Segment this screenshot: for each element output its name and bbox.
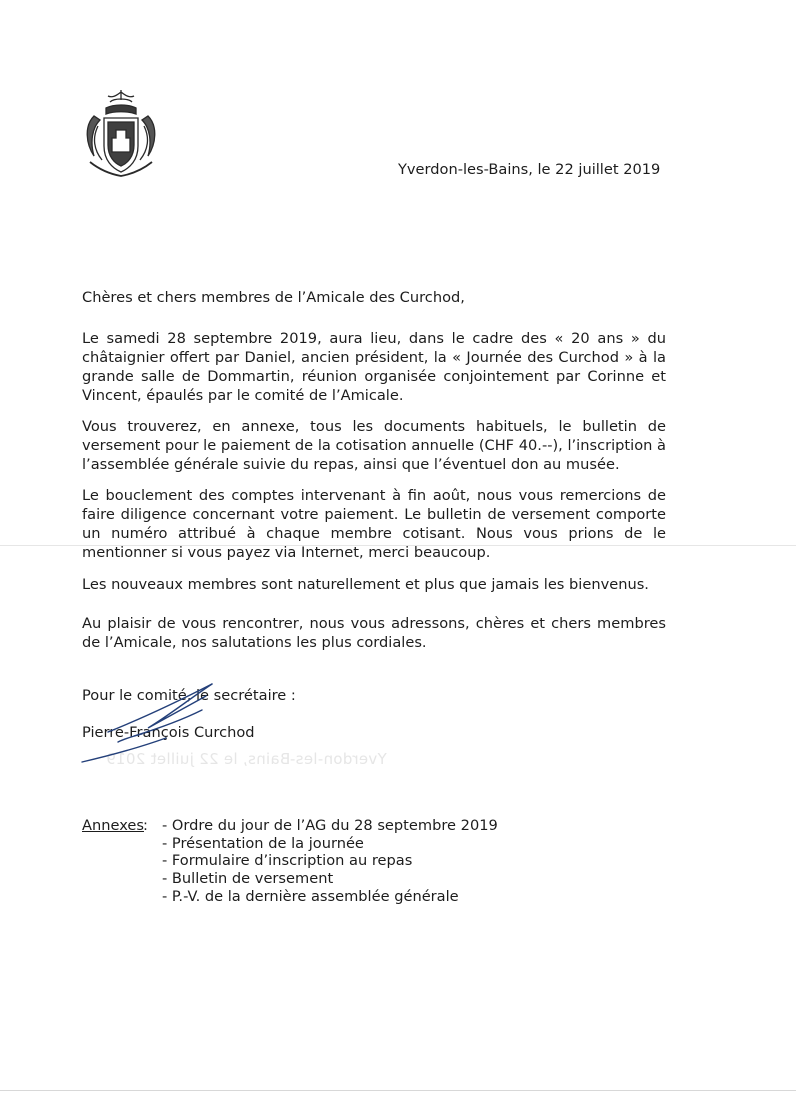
paragraph-closing: Au plaisir de vous rencontrer, nous vous adressons, chères et chers membres de l’Amicale, nos salutations les plus cordiales. [82, 615, 666, 651]
signature-label: Pour le comité, le secrétaire : [82, 687, 296, 704]
paragraph-documents: Vous trouverez, en annexe, tous les documents habituels, le bulletin de versement pour le paiement de la cotisation annuelle (CHF 40.--), l’inscription à l’assemblée générale suivie du repas, ainsi que l’éventuel don au musée. [82, 418, 666, 473]
bleed-through-text: Yverdon-les-Bains, le 22 juillet 2019 [106, 750, 387, 768]
handwritten-signature-icon [78, 676, 228, 768]
list-item: - Formulaire d’inscription au repas [162, 852, 498, 870]
date-line: Yverdon-les-Bains, le 22 juillet 2019 [398, 161, 661, 178]
list-item: - P.-V. de la dernière assemblée générale [162, 888, 498, 906]
annexes-colon: : [143, 817, 148, 834]
annexes-list [162, 817, 498, 906]
paragraph-new-members: Les nouveaux membres sont naturellement et plus que jamais les bienvenus. [82, 576, 649, 593]
coat-of-arms-icon [80, 86, 162, 182]
page-edge [0, 1090, 796, 1091]
paragraph-payment: Le bouclement des comptes intervenant à fin août, nous vous remercions de faire diligence concernant votre paiement. Le bulletin de versement comporte un numéro attribué à chaque membre cotisant. Nous vous prions de le mentionner si vous payez via Internet, merci beaucoup. [82, 487, 666, 561]
list-item: - Ordre du jour de l’AG du 28 septembre 2019 [162, 817, 498, 835]
salutation: Chères et chers membres de l’Amicale des Curchod, [82, 289, 465, 306]
annexes-label: Annexes [82, 817, 144, 834]
list-item: - Bulletin de versement [162, 870, 498, 888]
signatory-name: Pierre-François Curchod [82, 724, 255, 741]
paragraph-event: Le samedi 28 septembre 2019, aura lieu, dans le cadre des « 20 ans » du châtaignier offert par Daniel, ancien président, la « Journée des Curchod » à la grande salle de Dommartin, réunion organisée conjointement par Corinne et Vincent, épaulés par le comité de l’Amicale. [82, 330, 666, 404]
list-item: - Présentation de la journée [162, 835, 498, 853]
